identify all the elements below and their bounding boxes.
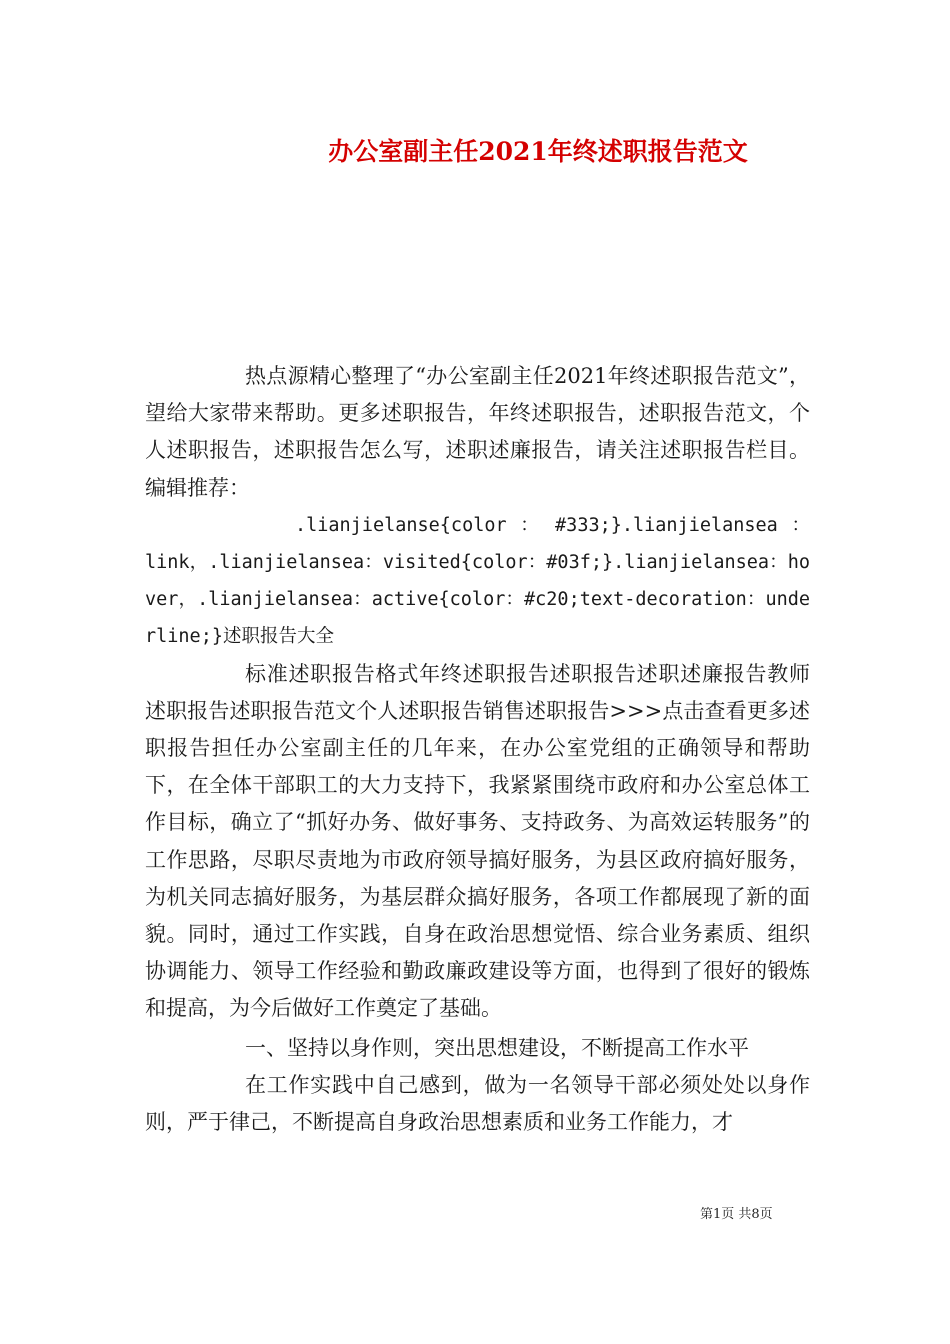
document-body <box>145 358 810 1141</box>
main-paragraph: 标准述职报告格式年终述职报告述职报告述职述廉报告教师述职报告述职报告范文个人述职报告销售述职报告>>>点击查看更多述职报告担任办公室副主任的几年来，在办公室党组的正确领导和帮助下，在全体干部职工的大力支持下，我紧紧围绕市政府和办公室总体工作目标，确立了“抓好办务、做好事务、支持政务、为高效运转服务”的工作思路，尽职尽责地为市政府领导搞好服务，为县区政府搞好服务，为机关同志搞好服务，为基层群众搞好服务，各项工作都展现了新的面貌。同时，通过工作实践，自身在政治思想觉悟、综合业务素质、组织协调能力、领导工作经验和勤政廉政建设等方面，也得到了很好的锻炼和提高，为今后做好工作奠定了基础。 <box>145 661 810 1021</box>
page-footer: 第1页 共8页 <box>700 1207 773 1222</box>
section-paragraph: 在工作实践中自己感到，做为一名领导干部必须处处以身作则，严于律己，不断提高自身政治思想素质和业务工作能力，才 <box>145 1072 810 1135</box>
css-code-paragraph: .lianjielanse{color ： #333;}.lianjielansea ：link，.lianjielansea：visited{color：#03f;}.lianjielansea：hover，.lianjielansea：active{color：#c20;text-decoration：underline;}述职报告大全 <box>145 514 810 648</box>
intro-paragraph: 热点源精心整理了“办公室副主任2021年终述职报告范文”，望给大家带来帮助。更多述职报告，年终述职报告，述职报告范文，个人述职报告，述职报告怎么写，述职述廉报告，请关注述职报告栏目。编辑推荐： <box>145 364 810 500</box>
section-heading: 一、坚持以身作则，突出思想建设，不断提高工作水平 <box>245 1035 749 1060</box>
page-title: 办公室副主任2021年终述职报告范文 <box>328 137 748 166</box>
